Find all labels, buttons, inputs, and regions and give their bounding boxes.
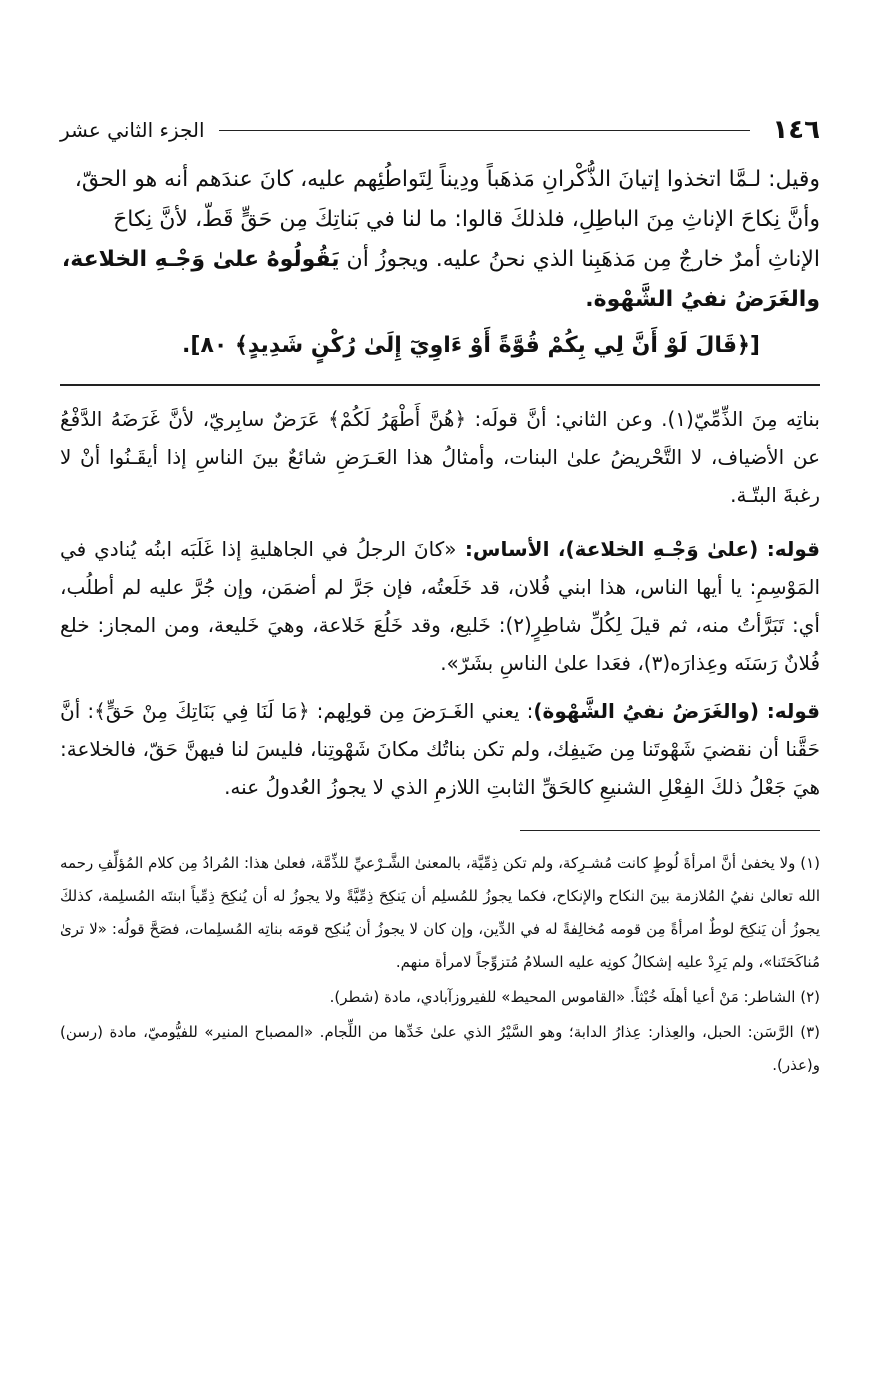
main-text [60,160,820,366]
main-line-4: والغَرَضُ نفيُ الشَّهْوة. [585,287,820,312]
main-line-1: وقيل: لـمَّا اتخذوا إتيانَ الذُّكْرانِ مَذهَباً ودِيناً لِتَواطُئِهم عليه، كانَ عندَهم أنه هو الحقّ، [74,167,820,192]
main-line-2: وأنَّ نِكاحَ الإناثِ مِنَ الباطِلِ، فلذلكَ قالوا: ما لنا في بَناتِكَ مِن حَقٍّ قَطّ، لأنَّ نِكاحَ [113,207,820,232]
footnotes [60,847,820,1082]
main-line-3-bold: يَقُولُوهُ علىٰ وَجْـهِ الخلاعة، [61,247,340,272]
commentary-2-lead: قوله: (علىٰ وَجْـهِ الخلاعة)، الأساس: [456,537,820,561]
commentary-2-body: «كانَ الرجلُ في الجاهليةِ إذا غَلَبَه ابنُه يُنادي في المَوْسِمِ: يا أيها الناس، هذا ابني فُلان، قد خَلَعتُه، فإن جَرَّ لم أضمَن، وإن جُرَّ عليه لم أطلُب، أي: تَبَرَّأتُ منه، ثم قيلَ لِكُلِّ شاطِرٍ(٢): خَليع، وقد خَلُعَ خَلاعة، وهيَ خَليعة، ومن المجاز: خلع فُلانٌ رَسَنَه وعِذارَه(٣)، فعَدا علىٰ الناسِ بشَرّ». [60,537,820,675]
commentary-paragraph-3 [60,692,820,806]
footnote-divider [520,830,820,831]
footnote-1: (١) ولا يخفىٰ أنَّ امرأةَ لُوطٍ كانت مُشـرِكة، ولم تكن ذِمِّيَّة، بالمعنىٰ الشَّـرْعيِّ للذِّمَّة، فعلىٰ هذا: المُرادُ مِن كلام المُؤلِّفِ رحمه الله تعالىٰ نفيُ المُلازمة بينَ النكاح والإنكاح، فكما يجوزُ للمُسلِم أن يَنكِحَ ذِمِّيَّةً ولا يجوزُ له أن يُنكِحَ ذِمِّياً ابنتَه المُسلِمة، كذلكَ يجوزُ أن يَنكِحَ لوطٌ امرأةً مِن قومه مُخالِفةً له في الدِّين، وإن كان لا يجوزُ أن يُنكِح قومَه بناتِه المُسلِمات، فصَحَّ قولُه: «لا ترىٰ مُناكَحَتَنا»، ولم يَرِدْ عليه إشكالُ كونِه عليه السلامُ مُتزوِّجاً لامرأة منهم. [60,854,820,971]
main-line-3 [60,240,820,280]
commentary-paragraph-1: بناتِه مِنَ الذِّمِّيّ(١). وعن الثاني: أنَّ قولَه: ﴿هُنَّ أَطْهَرُ لَكُمْ﴾ عَرَضٌ سابِريّ، لأنَّ غَرَضَهُ الدَّفْعُ عن الأضياف، لا التَّحْريضُ علىٰ البنات، وأمثالُ هذا العَـرَضِ شائعٌ بينَ الناسِ إذا أيقَـنُوا أنْ لا رغبةَ البتّـة. [60,407,820,507]
footnote-2: (٢) الشاطر: مَنْ أعيا أهلَه خُبْثاً. «القاموس المحيط» للفيروزآبادي، مادة (شطر). [329,988,820,1006]
section-divider [60,384,820,386]
commentary-paragraph-2 [60,530,820,682]
main-line-3-plain: الإناثِ أمرٌ خارجٌ مِن مَذهَبِنا الذي نحنُ عليه. ويجوزُ أن [339,247,820,272]
running-title: الجزء الثاني عشر [60,118,205,142]
footnote-3: (٣) الرَّسَن: الحبل، والعِذار: عِذارُ الدابة؛ وهو السَّيْرُ الذي علىٰ خَدِّها من اللِّجام. «المصباح المنير» للفيُّوميّ، مادة (رسن) و(عذر). [60,1023,820,1074]
quran-verse: [﴿قَالَ لَوْ أَنَّ لِي بِكُمْ قُوَّةً أَوْ ءَاوِيٓ إِلَىٰ رُكْنٍ شَدِيدٍ﴾ ٨٠]. [182,333,760,358]
commentary-3-body: : يعني الغَـرَضَ مِن قولِهم: ﴿مَا لَنَا فِي بَنَاتِكَ مِنْ حَقٍّ﴾: أنَّ حَقَّنا أن نقضيَ شَهْوتَنا مِن ضَيفِك، ولم تكن بناتُك مكانَ شَهْوتِنا، فليسَ لنا فيهنَّ حَقّ، فالخلاعة: هيَ جَعْلُ ذلكَ الفِعْلِ الشنيعِ كالحَقِّ الثابتِ اللازمِ الذي لا يجوزُ العُدولُ عنه. [60,699,820,799]
commentary [60,400,820,806]
page-header [60,110,820,150]
commentary-3-lead: قوله: (والغَرَضُ نفيُ الشَّهْوة) [533,699,820,723]
header-rule [219,130,751,131]
book-page [60,110,820,1084]
page-number: ١٤٦ [772,115,820,145]
